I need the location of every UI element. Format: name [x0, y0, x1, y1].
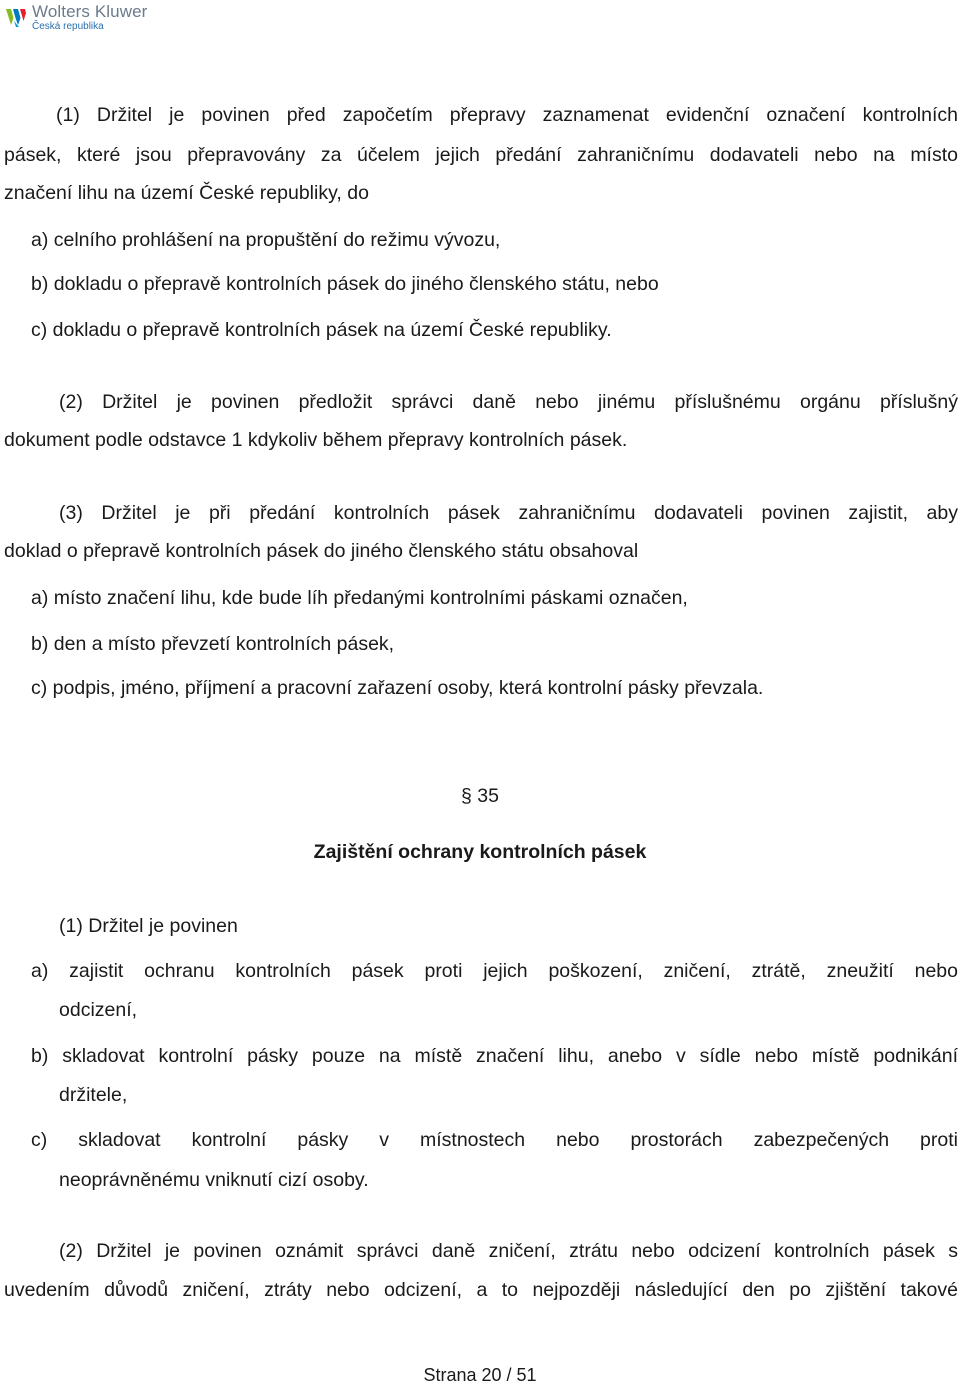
list-item-b: b) den a místo převzetí kontrolních pásek,	[31, 633, 395, 655]
page-number: Strana 20 / 51	[423, 1365, 537, 1385]
paragraph-1-line-1: (1) Držitel je povinen před započetím přepravy zaznamenat evidenční označení kontrolních	[56, 104, 958, 126]
paragraph-2-line-1: (2) Držitel je povinen oznámit správci daně zničení, ztrátu nebo odcizení kontrolních pásek s	[59, 1240, 958, 1262]
list-item-c: c) podpis, jméno, příjmení a pracovní zařazení osoby, která kontrolní pásky převzala.	[31, 677, 764, 699]
publisher-logo	[4, 3, 147, 37]
list-item-c-line-1: c) skladovat kontrolní pásky v místnostech nebo prostorách zabezpečených proti	[31, 1129, 958, 1151]
paragraph-2-line-2: dokument podle odstavce 1 kdykoliv během přepravy kontrolních pásek.	[4, 429, 628, 451]
paragraph-1-intro: (1) Držitel je povinen	[59, 915, 238, 937]
list-item-b: b) dokladu o přepravě kontrolních pásek do jiného členského státu, nebo	[31, 273, 659, 295]
paragraph-3-line-1: (3) Držitel je při předání kontrolních pásek zahraničnímu dodavateli povinen zajistit, aby	[59, 502, 958, 524]
section-title: Zajištění ochrany kontrolních pásek	[313, 841, 647, 863]
wolters-kluwer-logo-icon	[4, 5, 28, 29]
paragraph-1-line-2: pásek, které jsou přepravovány za účelem jejich předání zahraničnímu dodavateli nebo na místo	[4, 144, 958, 166]
logo-brand-text: Wolters Kluwer	[32, 2, 148, 21]
list-item-c: c) dokladu o přepravě kontrolních pásek na území České republiky.	[31, 319, 612, 341]
list-item-a: a) místo značení lihu, kde bude líh předanými kontrolními páskami označen,	[31, 587, 688, 609]
list-item-a-line-1: a) zajistit ochranu kontrolních pásek proti jejich poškození, zničení, ztrátě, zneužití nebo	[31, 960, 958, 982]
section-number: § 35	[461, 785, 499, 807]
list-item-b-line-2: držitele,	[59, 1084, 128, 1106]
paragraph-1-line-3: značení lihu na území České republiky, do	[4, 182, 369, 204]
paragraph-2-line-1: (2) Držitel je povinen předložit správci daně nebo jinému příslušnému orgánu příslušný	[59, 391, 958, 413]
paragraph-3-line-2: doklad o přepravě kontrolních pásek do jiného členského státu obsahoval	[4, 540, 639, 562]
logo-subbrand-text: Česká republika	[32, 21, 104, 32]
list-item-b-line-1: b) skladovat kontrolní pásky pouze na místě značení lihu, anebo v sídle nebo místě podnikání	[31, 1045, 958, 1067]
list-item-c-line-2: neoprávněnému vniknutí cizí osoby.	[59, 1169, 369, 1191]
list-item-a: a) celního prohlášení na propuštění do režimu vývozu,	[31, 229, 501, 251]
list-item-a-line-2: odcizení,	[59, 999, 138, 1021]
paragraph-2-line-2: uvedením důvodů zničení, ztráty nebo odcizení, a to nejpozději následující den po zjištění takové	[4, 1279, 958, 1301]
